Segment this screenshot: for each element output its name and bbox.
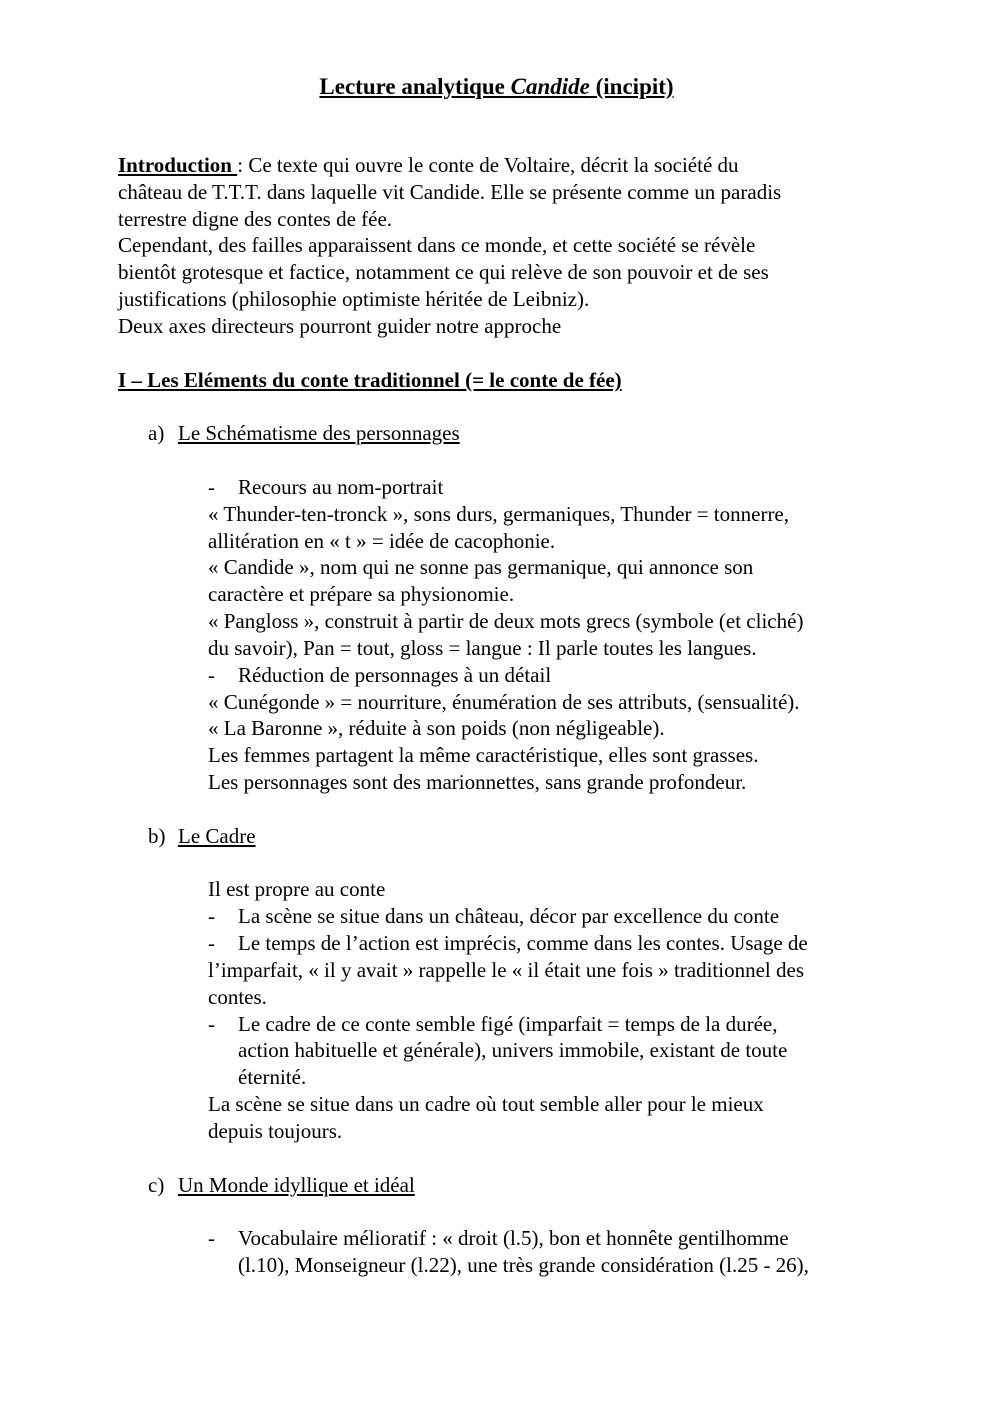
intro-line-2: château de T.T.T. dans laquelle vit Candide. Elle se présente comme un paradis xyxy=(118,180,782,204)
intro-line-6: justifications (philosophie optimiste héritée de Leibniz). xyxy=(118,287,590,311)
intro-line-4: Cependant, des failles apparaissent dans ce monde, et cette société se révèle xyxy=(118,233,756,257)
title-suffix: (incipit) xyxy=(589,74,674,99)
bullet-dash: - xyxy=(208,475,215,499)
sub-c-bullet-1-line-1: Vocabulaire mélioratif : « droit (l.5), bon et honnête gentilhomme xyxy=(238,1226,789,1250)
bullet-dash: - xyxy=(208,1226,215,1250)
intro-line-7: Deux axes directeurs pourront guider notre approche xyxy=(118,314,562,338)
bullet-dash: - xyxy=(208,1012,215,1036)
bullet-dash: - xyxy=(208,904,215,928)
bullet-dash: - xyxy=(208,931,215,955)
sub-a-text-10: Les personnages sont des marionnettes, sans grande profondeur. xyxy=(208,770,747,794)
sub-a-text-6: du savoir), Pan = tout, gloss = langue : Il parle toutes les langues. xyxy=(208,636,757,660)
sub-a-text-4: caractère et prépare sa physionomie. xyxy=(208,582,515,606)
sub-c-bullet-1-line-2: (l.10), Monseigneur (l.22), une très grande considération (l.25 - 26), xyxy=(238,1253,809,1277)
sub-a-heading: Le Schématisme des personnages xyxy=(178,421,460,445)
section-1-heading: I – Les Eléments du conte traditionnel (= le conte de fée) xyxy=(118,368,622,392)
sub-b-bullet-3-line-3: éternité. xyxy=(238,1065,307,1089)
sub-b-intro: Il est propre au conte xyxy=(208,877,386,901)
sub-a-text-7: « Cunégonde » = nourriture, énumération de ses attributs, (sensualité). xyxy=(208,690,800,714)
intro-text-1: : Ce texte qui ouvre le conte de Voltaire, décrit la société du xyxy=(237,153,739,177)
sub-b-bullet-3-line-2: action habituelle et générale), univers immobile, existant de toute xyxy=(238,1038,788,1062)
sub-b-bullet-2-cont-2: contes. xyxy=(208,985,267,1009)
title-prefix: Lecture analytique xyxy=(319,74,511,99)
sub-b-bullet-1: La scène se situe dans un château, décor par excellence du conte xyxy=(238,904,780,928)
intro-line-3: terrestre digne des contes de fée. xyxy=(118,207,393,231)
sub-a-text-9: Les femmes partagent la même caractéristique, elles sont grasses. xyxy=(208,743,759,767)
sub-a-text-8: « La Baronne », réduite à son poids (non négligeable). xyxy=(208,716,665,740)
sub-a-text-2: allitération en « t » = idée de cacophonie. xyxy=(208,529,556,553)
sub-a-text-1: « Thunder-ten-tronck », sons durs, germaniques, Thunder = tonnerre, xyxy=(208,502,790,526)
sub-b-heading: Le Cadre xyxy=(178,824,256,848)
sub-b-closing-2: depuis toujours. xyxy=(208,1119,343,1143)
intro-line-1 xyxy=(118,152,739,179)
sub-b-marker: b) xyxy=(148,824,166,848)
bullet-dash: - xyxy=(208,663,215,687)
sub-a-bullet-1: Recours au nom-portrait xyxy=(238,475,444,499)
sub-c-marker: c) xyxy=(148,1173,165,1197)
sub-c-heading: Un Monde idyllique et idéal xyxy=(178,1173,415,1197)
sub-b-closing-1: La scène se situe dans un cadre où tout semble aller pour le mieux xyxy=(208,1092,764,1116)
sub-b-bullet-2: Le temps de l’action est imprécis, comme dans les contes. Usage de xyxy=(238,931,808,955)
title-italic: Candide xyxy=(510,74,590,99)
sub-a-marker: a) xyxy=(148,421,165,445)
sub-b-bullet-3-line-1: Le cadre de ce conte semble figé (imparfait = temps de la durée, xyxy=(238,1012,778,1036)
sub-b-bullet-2-cont-1: l’imparfait, « il y avait » rappelle le « il était une fois » traditionnel des xyxy=(208,958,804,982)
intro-line-5: bientôt grotesque et factice, notamment ce qui relève de son pouvoir et de ses xyxy=(118,260,769,284)
sub-a-bullet-2: Réduction de personnages à un détail xyxy=(238,663,552,687)
page-title xyxy=(0,72,993,102)
sub-a-text-5: « Pangloss », construit à partir de deux mots grecs (symbole (et cliché) xyxy=(208,609,804,633)
intro-label: Introduction xyxy=(118,153,238,177)
sub-a-text-3: « Candide », nom qui ne sonne pas germanique, qui annonce son xyxy=(208,555,754,579)
